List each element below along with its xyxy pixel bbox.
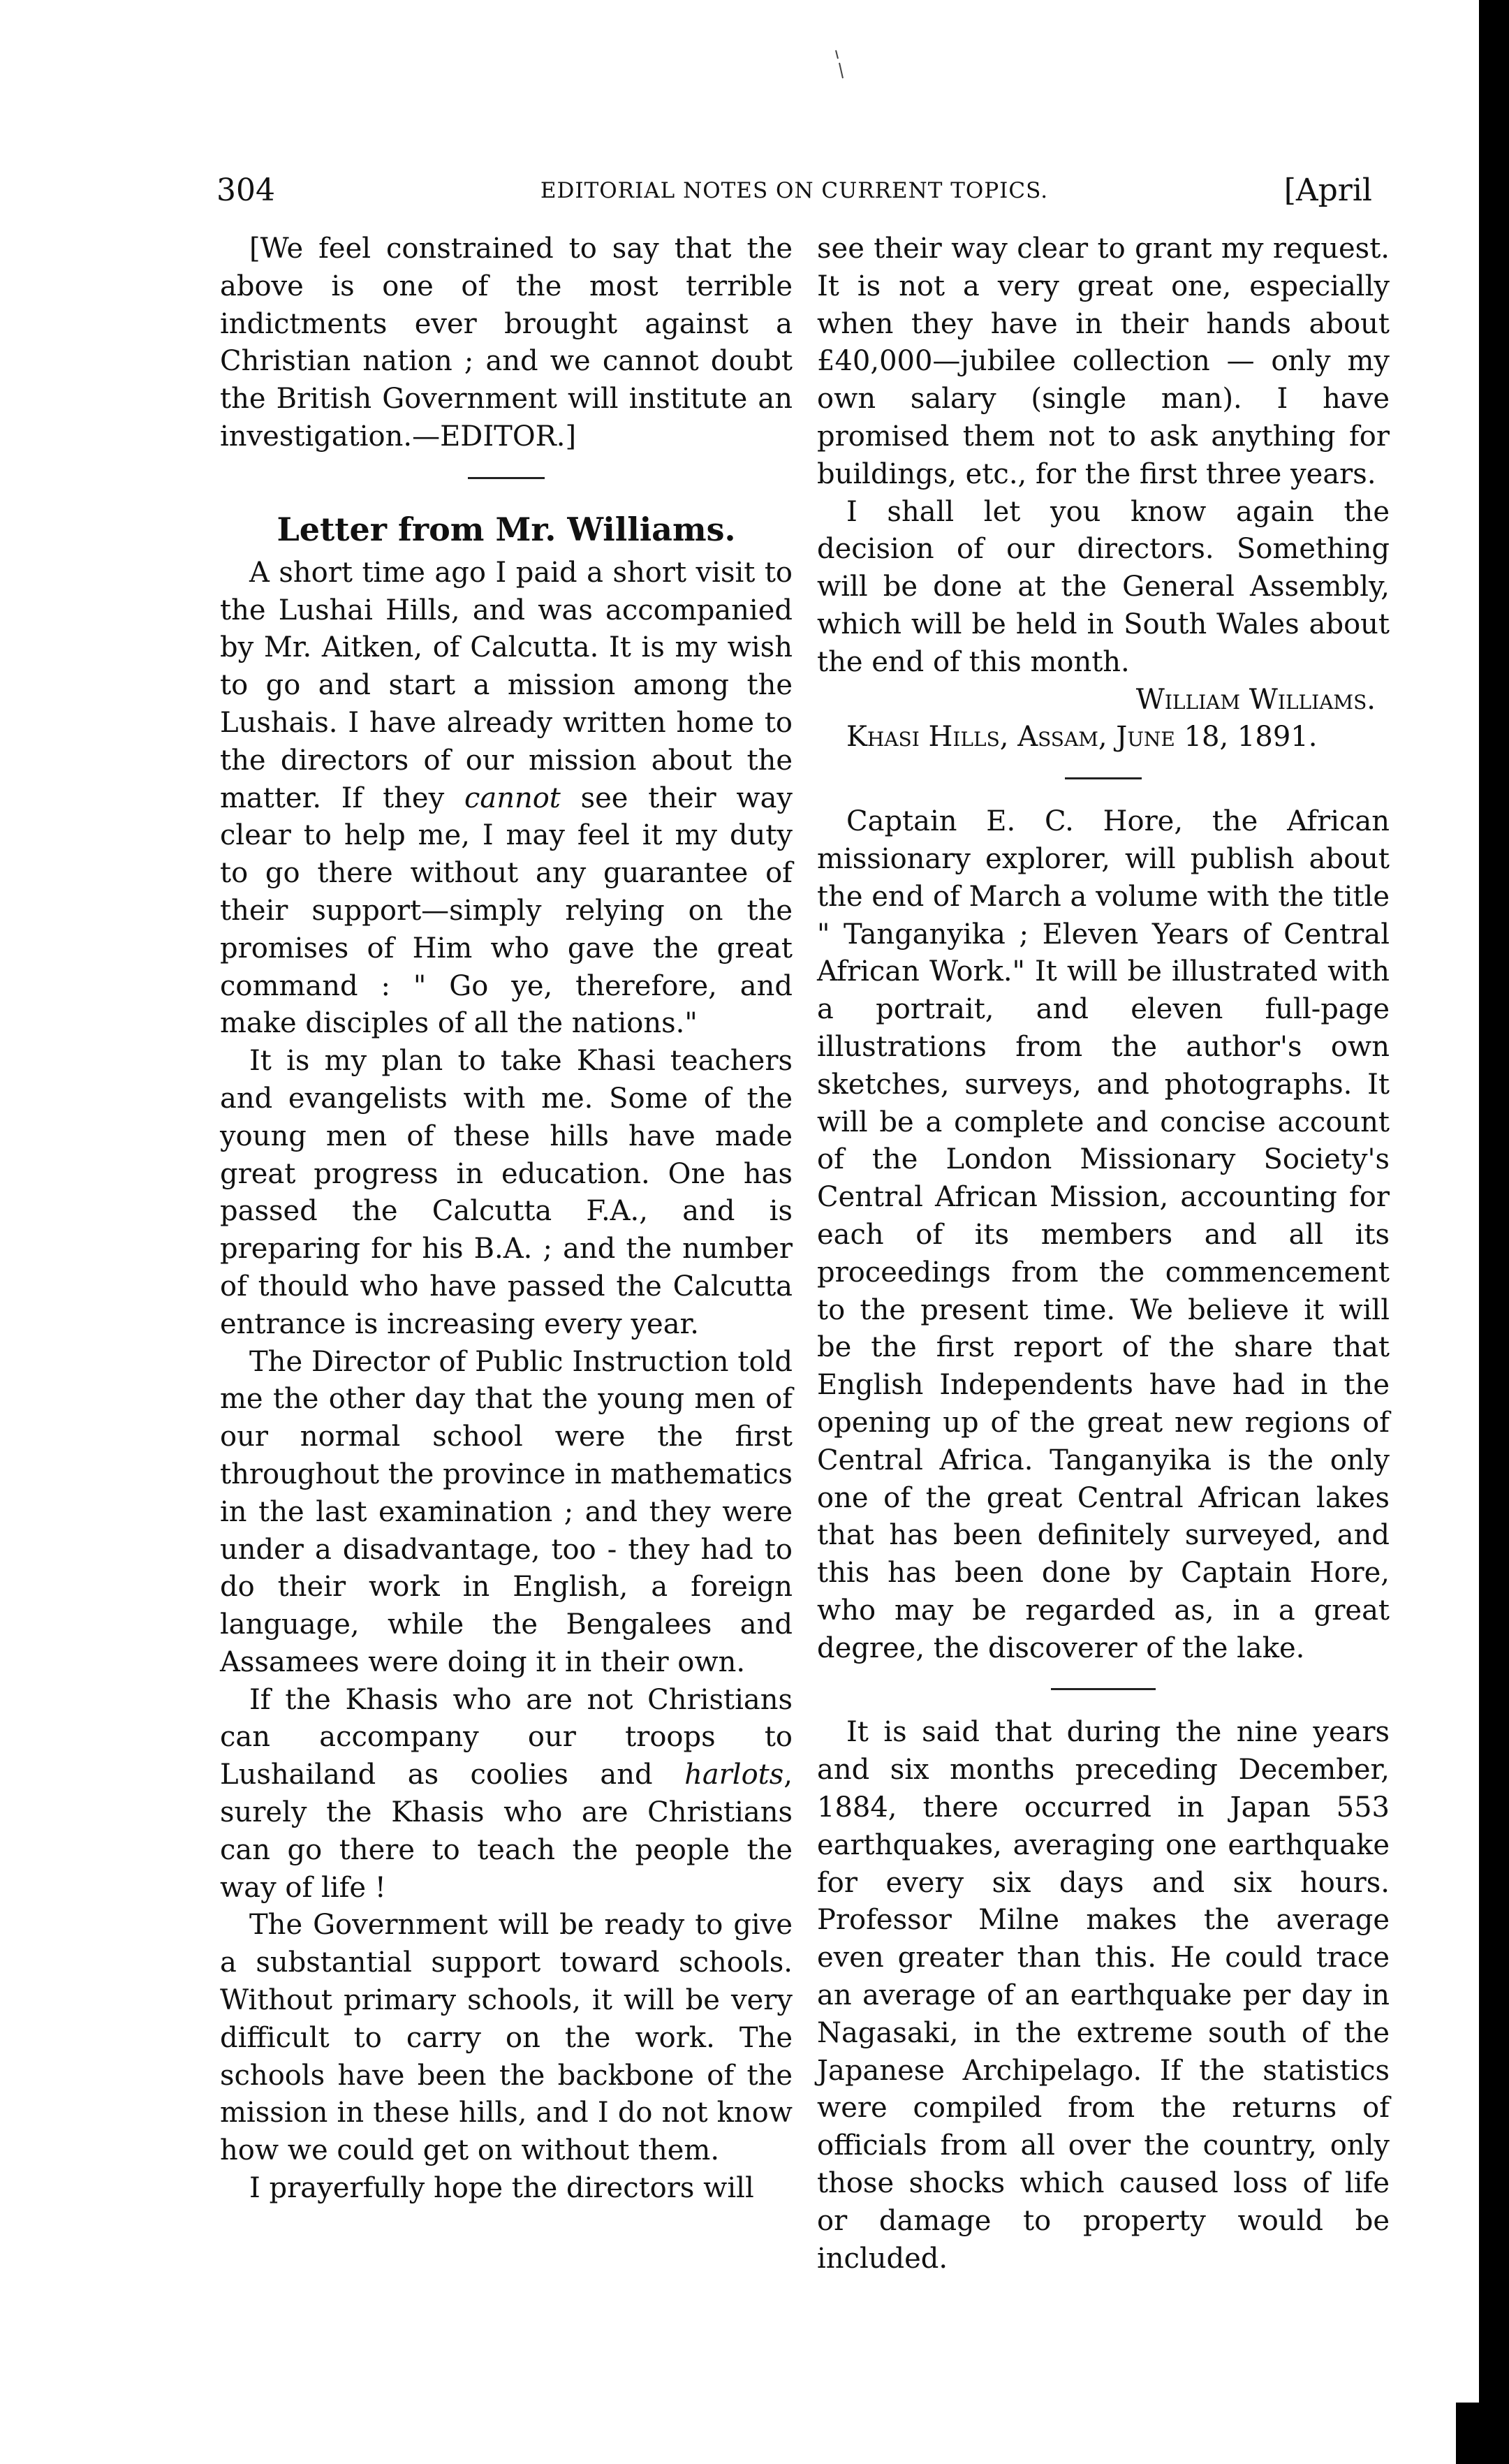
section-divider bbox=[468, 477, 545, 479]
letter-dateline: Khasi Hills, Assam, June 18, 1891. bbox=[846, 721, 1318, 754]
letter-signature: William Williams. bbox=[1135, 683, 1376, 716]
letter-closing-paragraph: I shall let you know again the decision of our directors. Something will be done at the General Assembly, which will be held in South Wales about the end of this month. bbox=[817, 495, 1390, 678]
left-column bbox=[220, 230, 793, 2208]
running-title: EDITORIAL NOTES ON CURRENT TOPICS. bbox=[540, 178, 1049, 203]
letter-paragraph-5: The Government will be ready to give a substantial support toward schools. Without primary schools, it will be very difficult to carry on the work. The schools have been the backbone of the mission in these hills, and I do not know how we could get on without them. bbox=[220, 1909, 793, 2167]
earthquake-paragraph: It is said that during the nine years and six months preceding December, 1884, there occurred in Japan 553 earthquakes, averaging one earthquake for every six days and six hours. Professor Milne makes the average even greater than this. He could trace an average of an earthquake per day in Nagasaki, in the extreme south of the Japanese Archipelago. If the statistics were compiled from the returns of officials from all over the country, only those shocks which caused loss of life or damage to property would be included. bbox=[817, 1716, 1390, 2275]
page-header bbox=[216, 166, 1372, 215]
letter-paragraph-4: If the Khasis who are not Christians can accompany our troops to Lushailand as coolies and harlots, surely the Khasis who are Christians can go there to teach the people the way of life ! bbox=[220, 1683, 793, 1904]
scan-dark-edge bbox=[1479, 0, 1509, 2464]
italic-word: cannot bbox=[464, 782, 561, 814]
section-divider bbox=[1051, 1688, 1156, 1690]
letter-paragraph-3: The Director of Public Instruction told me the other day that the young men of our normal school were the first throughout the province in mathematics in the last examination ; and they were under a disadvantage, too - they had to do their work in English, a foreign language, while the Bengalees and Assamees were doing it in their own. bbox=[220, 1345, 793, 1678]
letter-paragraph-6: I prayerfully hope the directors will bbox=[249, 2172, 754, 2205]
page-number: 304 bbox=[216, 173, 275, 208]
italic-word: harlots bbox=[684, 1759, 784, 1791]
scan-corner-mark bbox=[1456, 2403, 1484, 2464]
letter-paragraph-2: It is my plan to take Khasi teachers and evangelists with me. Some of the young men of these hills have made great progress in education. One has passed the Calcutta F.A., and is preparing for his B.A. ; and the number of thould who have passed the Calcutta entrance is increasing every year. bbox=[220, 1045, 793, 1340]
editor-note: [We feel constrained to say that the above is one of the most terrible indictments ever brought against a Christian nation ; and we cannot doubt the British Government will institute an investigation.—EDITOR.] bbox=[220, 233, 793, 453]
scan-smudge-mark bbox=[834, 49, 844, 80]
letter-continuation: see their way clear to grant my request. It is not a very great one, especially when they have in their hands about £40,000—jubilee collection — only my own salary (single man). I have promised them not to ask anything for buildings, etc., for the first three years. bbox=[817, 233, 1390, 490]
header-month: [April bbox=[1283, 173, 1372, 208]
letter-heading: Letter from Mr. Williams. bbox=[277, 510, 736, 548]
hore-book-paragraph: Captain E. C. Hore, the African missionary explorer, will publish about the end of March a volume with the title " Tanganyika ; Eleven Years of Central African Work." It will be illustrated with a portrait, and eleven full-page illustrations from the author's own sketches, surveys, and photographs. It will be a complete and concise account of the London Missionary Society's Central African Mission, accounting for each of its members and all its proceedings from the commencement to the present time. We believe it will be the first report of the share that English Independents have had in the opening up of the great new regions of Central Africa. Tanganyika is the only one of the great Central African lakes that has been definitely surveyed, and this has been done by Captain Hore, who may be regarded as, in a great degree, the discoverer of the lake. bbox=[817, 805, 1390, 1664]
section-divider bbox=[1065, 777, 1142, 779]
right-column bbox=[817, 230, 1390, 2278]
letter-paragraph-1: A short time ago I paid a short visit to the Lushai Hills, and was accompanied by Mr. Aitken, of Calcutta. It is my wish to go and start a mission among the Lushais. I have already written home to the directors of our mission about the matter. If they cannot see their way clear to help me, I may feel it my duty to go there without any guarantee of their support—simply relying on the promises of Him who gave the great command : " Go ye, therefore, and make disciples of all the nations." bbox=[220, 556, 793, 1040]
